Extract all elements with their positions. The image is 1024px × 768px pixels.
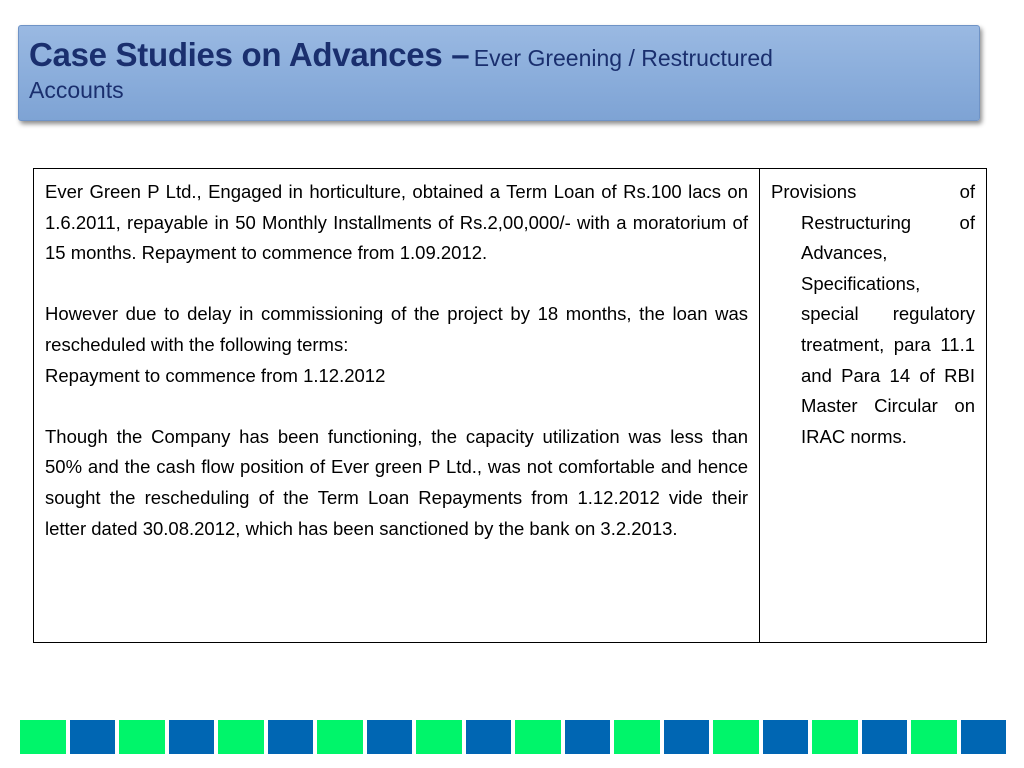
slide-title-subtitle-continued: Accounts bbox=[29, 77, 124, 103]
slide-title-box bbox=[18, 25, 980, 121]
footer-square-blue bbox=[563, 718, 613, 756]
footer-square-green bbox=[513, 718, 563, 756]
footer-square-green bbox=[909, 718, 959, 756]
case-paragraph-repayment-date: Repayment to commence from 1.12.2012 bbox=[45, 364, 386, 386]
footer-square-green bbox=[18, 718, 68, 756]
footer-square-blue bbox=[68, 718, 118, 756]
footer-square-blue bbox=[167, 718, 217, 756]
case-paragraph-loan-details: Ever Green P Ltd., Engaged in horticulture, obtained a Term Loan of Rs.100 lacs on 1.6.2011, repayable in 50 Monthly Installments of Rs.2,00,000/- with a moratorium of 15 months. Repayment to commence from 1.09.2012. bbox=[45, 181, 748, 264]
provisions-reference-text: Provisions of Restructuring of Advances, Specifications, special regulatory treatment, para 11.1 and Para 14 of RBI Master Circular on IRAC norms. bbox=[771, 181, 975, 447]
footer-square-blue bbox=[365, 718, 415, 756]
footer-square-green bbox=[711, 718, 761, 756]
slide-title-bold: Case Studies on Advances – bbox=[29, 36, 470, 73]
slide-title-subtitle: Ever Greening / Restructured bbox=[473, 45, 773, 71]
case-description-cell bbox=[34, 169, 760, 643]
footer-square-green bbox=[810, 718, 860, 756]
footer-square-blue bbox=[464, 718, 514, 756]
footer-square-green bbox=[216, 718, 266, 756]
table-row bbox=[34, 169, 987, 643]
provisions-reference-cell bbox=[760, 169, 987, 643]
footer-square-blue bbox=[662, 718, 712, 756]
footer-square-green bbox=[117, 718, 167, 756]
footer-square-green bbox=[414, 718, 464, 756]
case-paragraph-reschedule: However due to delay in commissioning of the project by 18 months, the loan was rescheduled with the following terms: bbox=[45, 303, 748, 355]
footer-square-green bbox=[315, 718, 365, 756]
footer-square-blue bbox=[266, 718, 316, 756]
footer-square-green bbox=[612, 718, 662, 756]
footer-square-blue bbox=[959, 718, 1009, 756]
footer-square-blue bbox=[860, 718, 910, 756]
footer-decorative-bar bbox=[18, 718, 1008, 756]
footer-square-blue bbox=[761, 718, 811, 756]
case-paragraph-cashflow: Though the Company has been functioning, the capacity utilization was less than 50% and the cash flow position of Ever green P Ltd., was not comfortable and hence sought the rescheduling of the Term Loan Repayments from 1.12.2012 vide their letter dated 30.08.2012, which has been sanctioned by the bank on 3.2.2013. bbox=[45, 425, 748, 539]
case-study-table bbox=[33, 168, 987, 643]
